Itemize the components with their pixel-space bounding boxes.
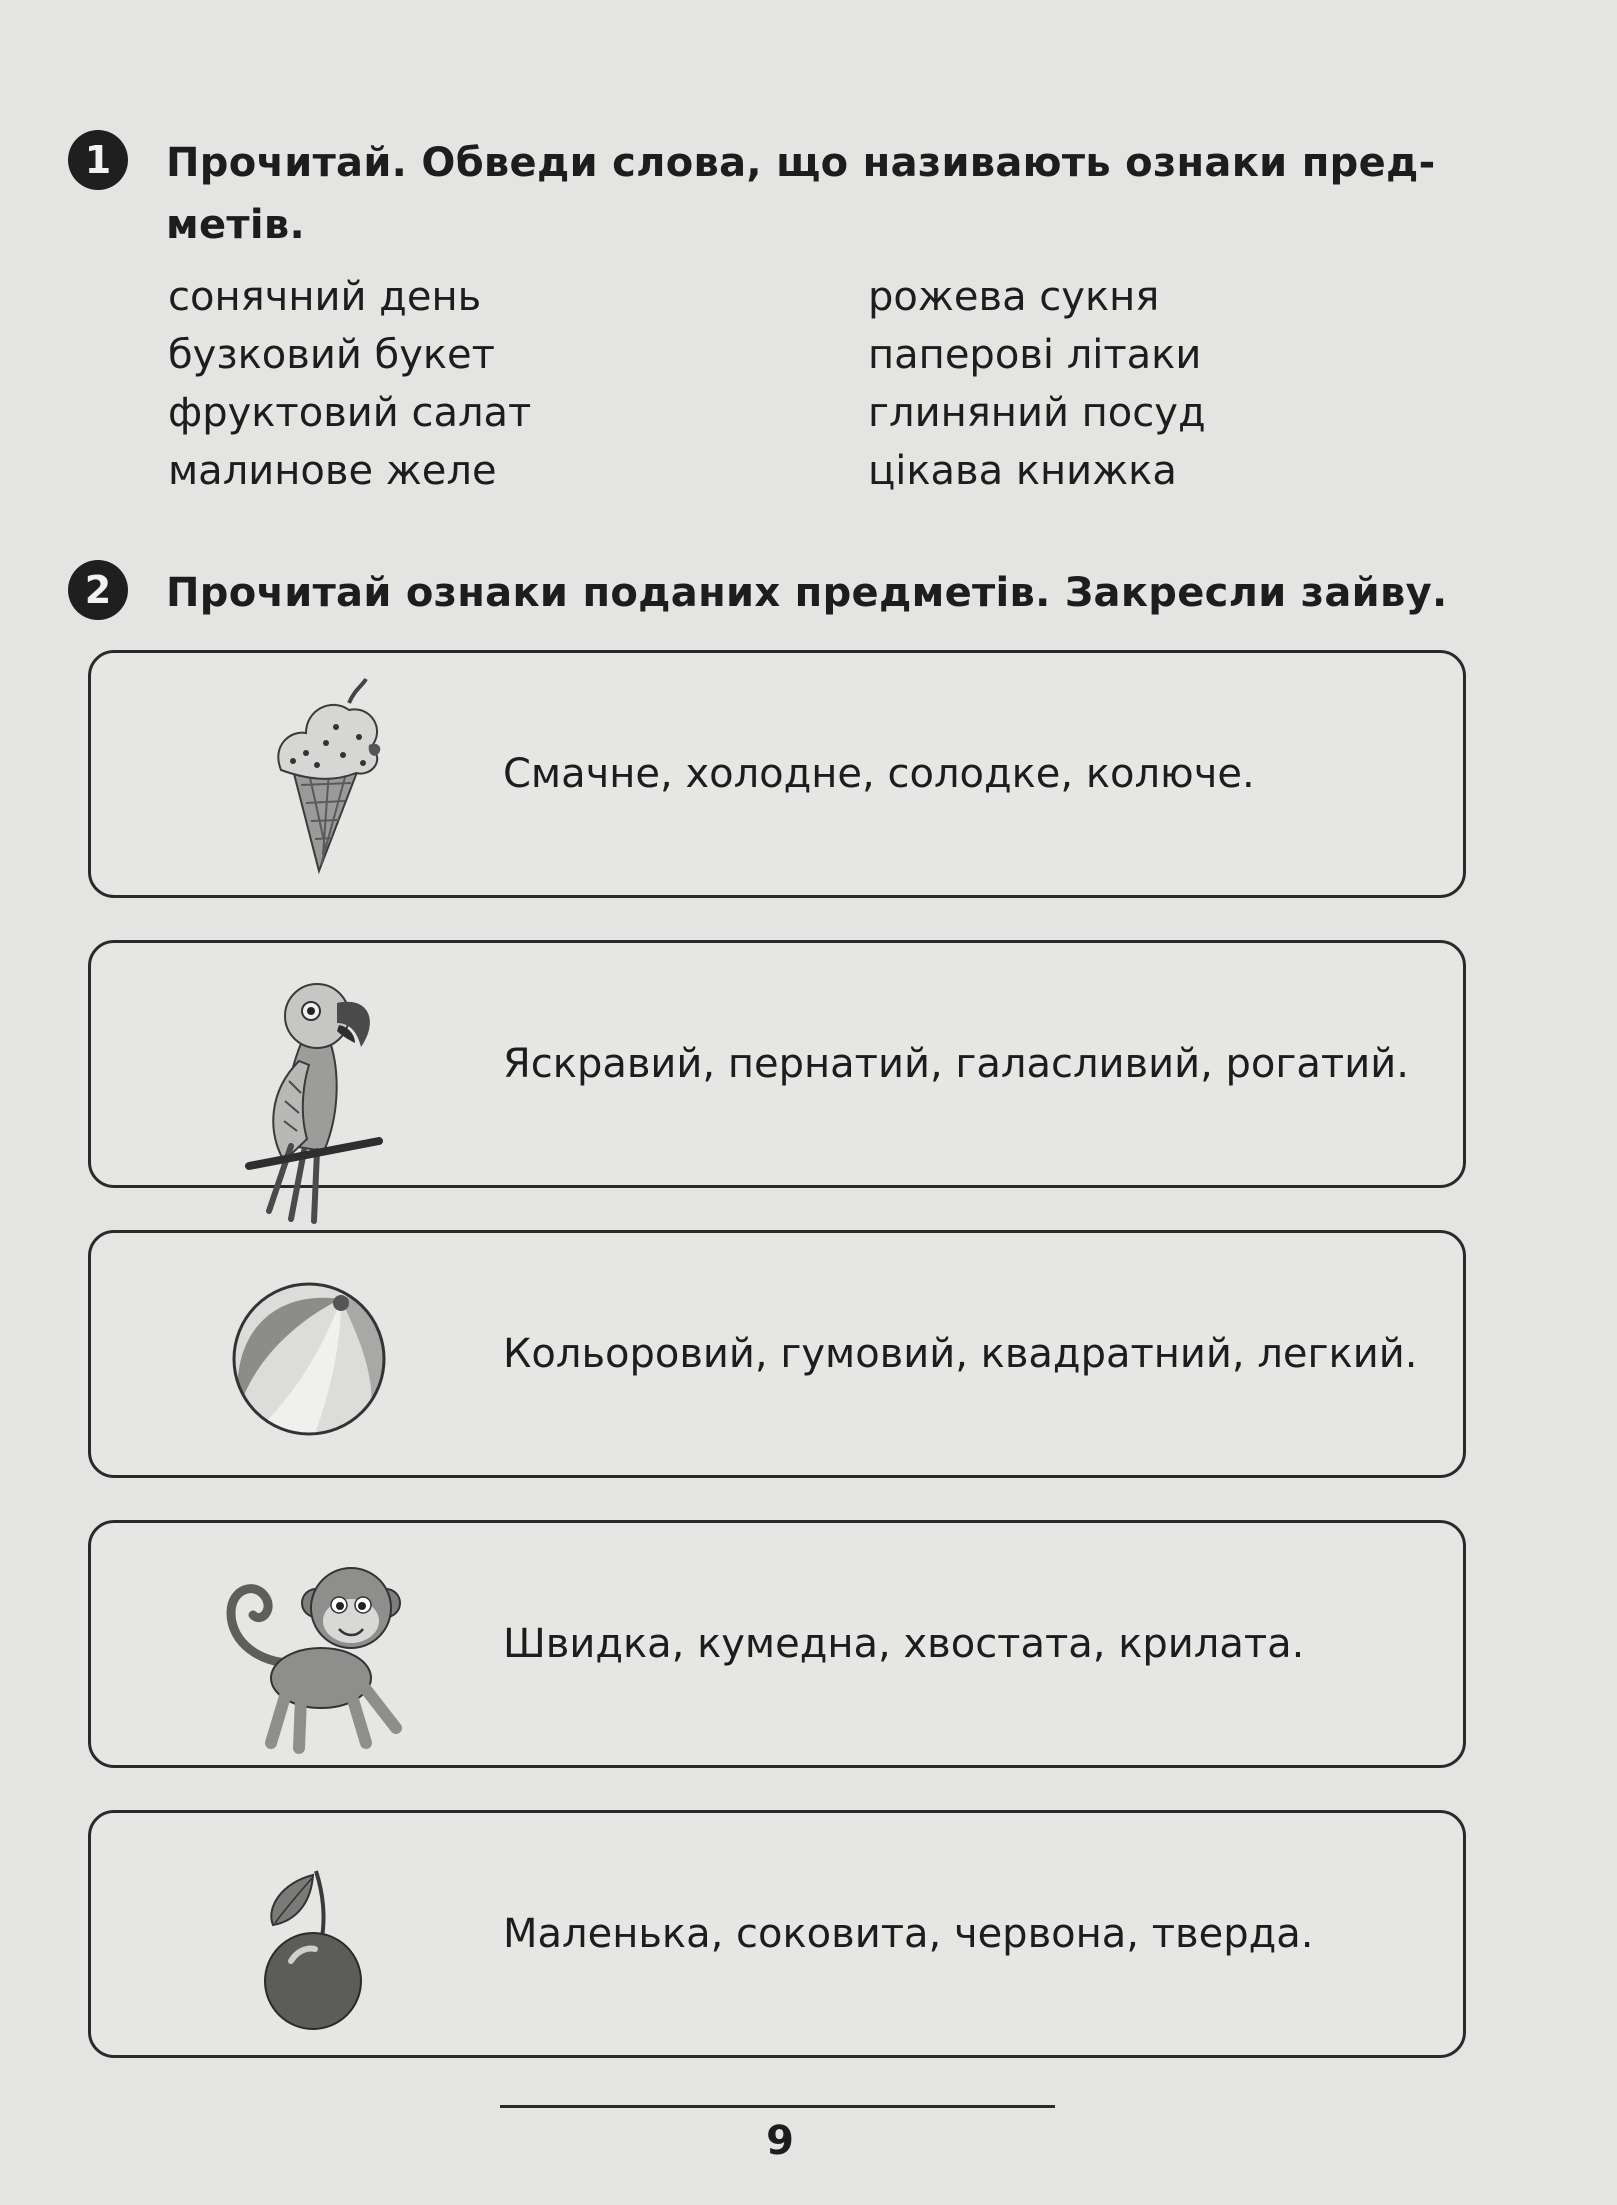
task-2-title: Прочитай ознаки поданих предметів. Закресли зайву. bbox=[166, 570, 1448, 616]
task-1-number: 1 bbox=[68, 130, 128, 190]
word-item[interactable]: цікава книжка bbox=[868, 448, 1177, 494]
card-ice-cream bbox=[88, 650, 1466, 898]
card-parrot bbox=[88, 940, 1466, 1188]
card-2-text: Яскравий, пернатий, галасливий, рогатий. bbox=[503, 1041, 1409, 1087]
word-item[interactable]: сонячний день bbox=[168, 274, 482, 320]
cherry-icon bbox=[241, 1863, 381, 2033]
word-item[interactable]: бузковий букет bbox=[168, 332, 495, 378]
card-5-text: Маленька, соковита, червона, тверда. bbox=[503, 1911, 1314, 1957]
page-number: 9 bbox=[766, 2118, 794, 2164]
word-column-right bbox=[868, 268, 1206, 500]
card-cherry bbox=[88, 1810, 1466, 2058]
card-ball bbox=[88, 1230, 1466, 1478]
task-1-title: Прочитай. Обведи слова, що називають ознаки пред-метів. bbox=[166, 140, 1436, 248]
word-item[interactable]: рожева сукня bbox=[868, 274, 1160, 320]
card-4-text: Швидка, кумедна, хвостата, крилата. bbox=[503, 1621, 1305, 1667]
task-2-number: 2 bbox=[68, 560, 128, 620]
beach-ball-icon bbox=[229, 1279, 389, 1439]
word-column-left bbox=[168, 268, 531, 500]
card-1-text: Смачне, холодне, солодке, колюче. bbox=[503, 751, 1255, 797]
card-3-text: Кольоровий, гумовий, квадратний, легкий. bbox=[503, 1331, 1418, 1377]
card-monkey bbox=[88, 1520, 1466, 1768]
ice-cream-icon bbox=[251, 675, 401, 875]
word-item[interactable]: фруктовий салат bbox=[168, 390, 532, 436]
word-item[interactable]: малинове желе bbox=[168, 448, 497, 494]
monkey-icon bbox=[191, 1543, 431, 1758]
word-item[interactable]: паперові літаки bbox=[868, 332, 1202, 378]
footer-divider bbox=[500, 2105, 1055, 2108]
parrot-icon bbox=[229, 961, 399, 1226]
word-item[interactable]: глиняний посуд bbox=[868, 390, 1206, 436]
